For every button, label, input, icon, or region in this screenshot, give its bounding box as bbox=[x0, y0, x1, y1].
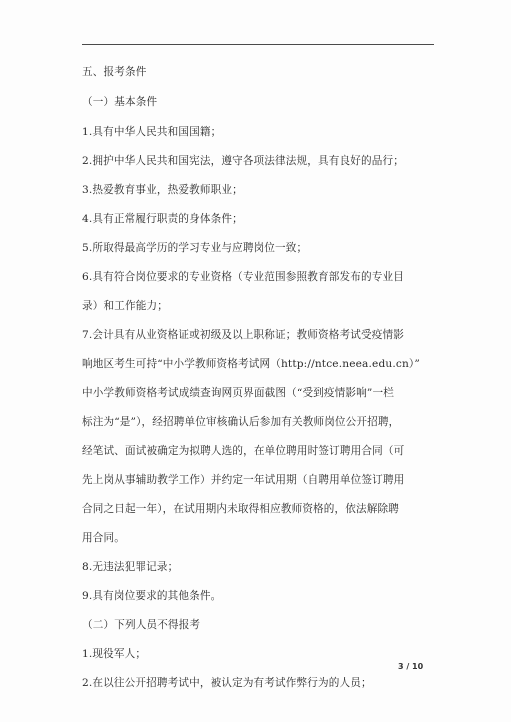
condition-item: 9.具有岗位要求的其他条件。 bbox=[82, 590, 222, 602]
condition-item-continuation: 经笔试、面试被确定为拟聘人选的，在单位聘用时签订聘用合同（可 bbox=[82, 445, 405, 457]
page-number: 3 / 10 bbox=[398, 662, 424, 671]
excluded-item: 2.在以往公开招聘考试中，被认定为有考试作弊行为的人员； bbox=[82, 677, 372, 689]
condition-item-continuation: 中小学教师资格考试成绩查询网页界面截图（“受到疫情影响”一栏 bbox=[82, 387, 394, 399]
condition-item: 3.热爱教育事业，热爱教师职业； bbox=[82, 184, 243, 196]
condition-item: 8.无违法犯罪记录； bbox=[82, 561, 179, 573]
condition-item: 4.具有正常履行职责的身体条件； bbox=[82, 213, 243, 225]
condition-item-continuation: 标注为“是”），经招聘单位审核确认后参加有关教师岗位公开招聘， bbox=[82, 416, 400, 428]
excluded-item: 1.现役军人； bbox=[82, 648, 147, 660]
condition-item: 6.具有符合岗位要求的专业资格（专业范围参照教育部发布的专业目 bbox=[82, 271, 404, 283]
condition-item-continuation: 合同之日起一年），在试用期内未取得相应教师资格的，依法解除聘 bbox=[82, 503, 400, 515]
condition-item: 1.具有中华人民共和国国籍； bbox=[82, 126, 222, 138]
excluded-heading: （二）下列人员不得报考 bbox=[82, 619, 201, 631]
condition-item-continuation: 响地区考生可持“中小学教师资格考试网（http://ntce.neea.edu.cn）” bbox=[82, 358, 420, 370]
basic-conditions-heading: （一）基本条件 bbox=[82, 96, 158, 108]
section-heading: 五、报考条件 bbox=[82, 66, 147, 78]
condition-item-continuation: 先上岗从事辅助教学工作）并约定一年试用期（自聘用单位签订聘用 bbox=[82, 474, 405, 486]
condition-item-continuation: 用合同。 bbox=[82, 532, 125, 544]
condition-item: 5.所取得最高学历的学习专业与应聘岗位一致； bbox=[82, 242, 308, 254]
condition-item: 2.拥护中华人民共和国宪法，遵守各项法律法规，具有良好的品行； bbox=[82, 155, 404, 167]
condition-item-continuation: 录）和工作能力； bbox=[82, 300, 168, 312]
header-rule bbox=[82, 44, 434, 45]
condition-item: 7.会计具有从业资格证或初级及以上职称证；教师资格考试受疫情影 bbox=[82, 329, 404, 341]
